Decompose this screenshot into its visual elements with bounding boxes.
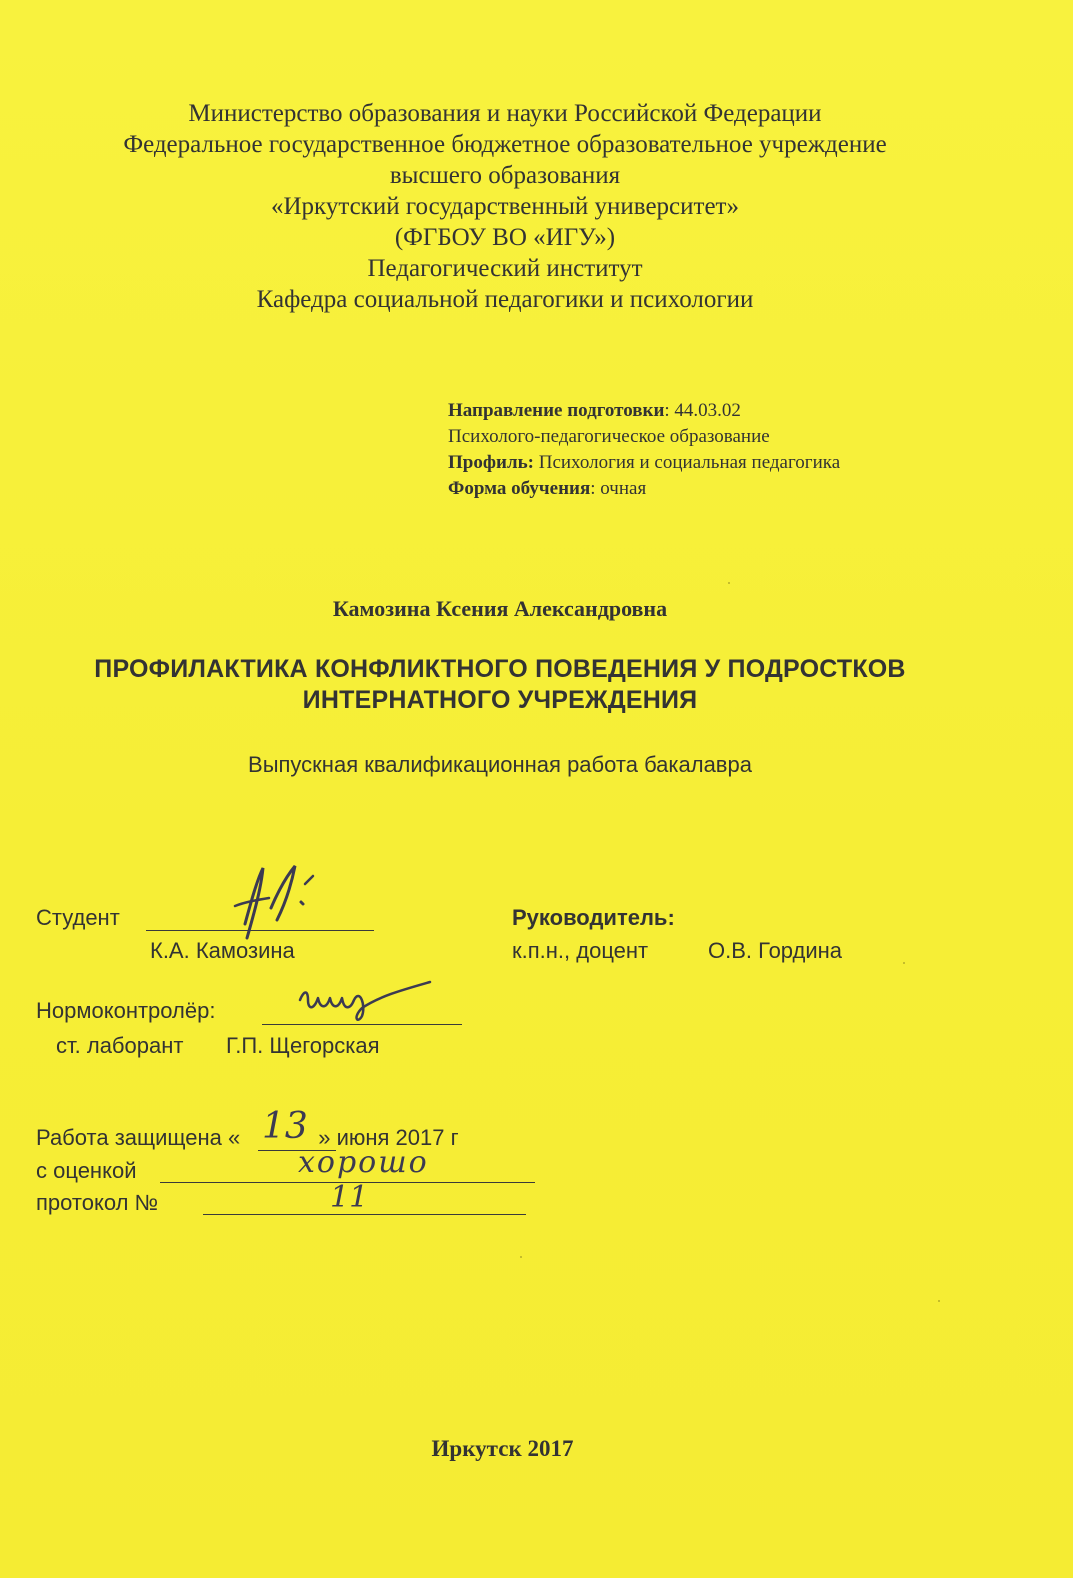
student-label: Студент bbox=[36, 905, 120, 930]
defense-day-handwritten: 13 bbox=[262, 1106, 308, 1147]
defense-label-pre: Работа защищена « bbox=[36, 1125, 241, 1150]
student-signature-icon bbox=[205, 858, 325, 948]
supervisor-label: Руководитель: bbox=[512, 905, 675, 930]
thesis-title bbox=[0, 654, 1000, 716]
supervisor-name: О.В. Гордина bbox=[708, 938, 843, 963]
normcontrol-name: Г.П. Щегорская bbox=[226, 1033, 380, 1058]
paper-speck bbox=[938, 1300, 940, 1302]
paper-speck bbox=[520, 1256, 522, 1258]
protocol-handwritten: 11 bbox=[330, 1180, 369, 1215]
grade-handwritten: хорошо bbox=[298, 1145, 429, 1180]
direction-code: : 44.03.02 bbox=[664, 400, 741, 421]
protocol-label: протокол № bbox=[36, 1190, 159, 1215]
header-line-education-level: высшего образования bbox=[389, 162, 621, 189]
paper-speck bbox=[728, 582, 730, 584]
header-line-abbreviation: (ФГБОУ ВО «ИГУ») bbox=[394, 224, 616, 251]
profile-value: Психология и социальная педагогика bbox=[533, 452, 841, 473]
student-name: К.А. Камозина bbox=[150, 938, 295, 963]
supervisor-degree: к.п.н., доцент bbox=[512, 938, 649, 963]
work-type: Выпускная квалификационная работа бакалавра bbox=[248, 752, 752, 777]
header-line-ministry: Министерство образования и науки Российской Федерации bbox=[188, 100, 822, 127]
thesis-title-line-1: ПРОФИЛАКТИКА КОНФЛИКТНОГО ПОВЕДЕНИЯ У ПОДРОСТКОВ bbox=[94, 655, 906, 683]
defense-label-post: » июня 2017 г bbox=[318, 1125, 459, 1150]
header-line-department: Кафедра социальной педагогики и психологии bbox=[256, 286, 754, 313]
direction-line bbox=[448, 398, 840, 424]
form-line bbox=[448, 476, 840, 502]
grade-label: с оценкой bbox=[36, 1158, 137, 1183]
author-name: Камозина Ксения Александровна bbox=[332, 596, 668, 621]
direction-name: Психолого-педагогическое образование bbox=[448, 426, 770, 447]
study-direction-block bbox=[448, 398, 840, 502]
thesis-title-line-2: ИНТЕРНАТНОГО УЧРЕЖДЕНИЯ bbox=[302, 686, 698, 714]
normcontrol-position: ст. лаборант bbox=[56, 1033, 184, 1058]
normcontrol-signature-icon bbox=[290, 978, 440, 1028]
form-label: Форма обучения bbox=[448, 478, 591, 499]
header-line-university: «Иркутский государственный университет» bbox=[271, 193, 739, 220]
profile-line bbox=[448, 450, 840, 476]
header-line-institution-type: Федеральное государственное бюджетное образовательное учреждение bbox=[123, 131, 887, 158]
form-value: : очная bbox=[590, 478, 647, 499]
header-line-institute: Педагогический институт bbox=[367, 255, 643, 282]
direction-label: Направление подготовки bbox=[448, 400, 665, 421]
normcontrol-label: Нормоконтролёр: bbox=[36, 998, 216, 1023]
paper-speck bbox=[903, 962, 905, 964]
city-year: Иркутск 2017 bbox=[431, 1436, 574, 1461]
profile-label: Профиль: bbox=[448, 452, 534, 473]
institution-header bbox=[0, 98, 1010, 315]
